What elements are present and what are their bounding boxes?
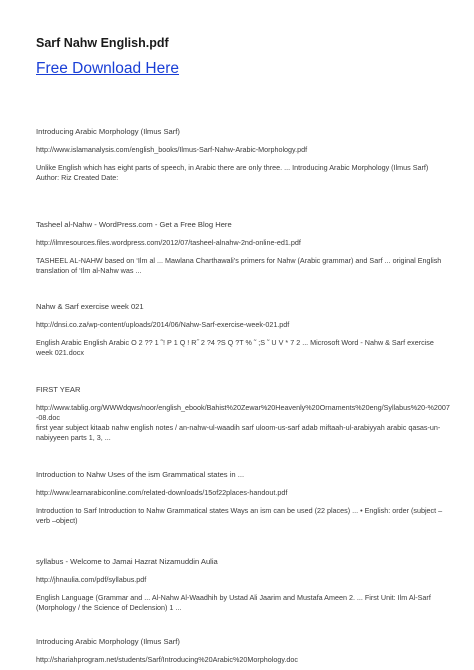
result-title[interactable]: FIRST YEAR: [36, 385, 81, 394]
result-title[interactable]: Tasheel al-Nahw - WordPress.com - Get a Free Blog Here: [36, 220, 232, 229]
free-download-link[interactable]: Free Download Here: [36, 60, 180, 77]
result-url[interactable]: http://jhnaulia.com/pdf/syllabus.pdf: [36, 575, 147, 584]
result-url[interactable]: http://www.tablig.org/WWWdqws/noor/english_ebook/Bahist%20Zewar%20Heavenly%20Ornaments%20eng/Syllabus%20-%2007-08.doc: [36, 403, 450, 422]
result-snippet: Introduction to Sarf Introduction to Nahw Grammatical states Ways an ism can be used (22 places) ... • English: order (subject –verb –object): [36, 506, 443, 525]
result-snippet: first year subject kitaab nahw english notes / an-nahw-ul-waadih sarf uloom-us-sarf adab miftaah-ul-arabiyyah arabic qasas-un-nabiyyeen parts 1, 3, ...: [36, 423, 441, 442]
result-title[interactable]: Introducing Arabic Morphology (Ilmus Sarf): [36, 637, 180, 646]
result-item: [36, 302, 451, 358]
result-title[interactable]: Introducing Arabic Morphology (Ilmus Sarf): [36, 127, 180, 136]
result-item: [36, 557, 451, 613]
result-item: [36, 127, 451, 183]
result-url[interactable]: http://www.islamanalysis.com/english_books/Ilmus-Sarf-Nahw-Arabic-Morphology.pdf: [36, 145, 308, 154]
result-url[interactable]: http://shariahprogram.net/students/Sarf/Introducing%20Arabic%20Morphology.doc: [36, 655, 298, 664]
results-list: [36, 127, 451, 665]
result-snippet: Unlike English which has eight parts of speech, in Arabic there are only three. ... Introducing Arabic Morphology (Ilmus Sarf) Author: Riz Created Date:: [36, 163, 429, 182]
result-url[interactable]: http://ilmresources.files.wordpress.com/2012/07/tasheel-alnahw-2nd-online-ed1.pdf: [36, 238, 301, 247]
result-item: [36, 637, 451, 665]
result-url[interactable]: http://dnsi.co.za/wp-content/uploads/2014/06/Nahw-Sarf-exercise-week-021.pdf: [36, 320, 290, 329]
result-snippet: English Arabic English Arabic O 2 ?? 1 ˜! P 1 Q ! R˝ 2 ?4 ?S Q ?T % ˜ ;S ˜ U V * 7 2 ... Microsoft Word - Nahw & Sarf exercise week 021.docx: [36, 338, 434, 357]
result-item: [36, 470, 451, 526]
result-snippet: TASHEEL AL-NAHW based on ‘Ilm al ... Mawlana Charthawali’s primers for Nahw (Arabic grammar) and Sarf ... original English translation of ‘Ilm al-Nahw was ...: [36, 256, 442, 275]
result-item: [36, 220, 451, 276]
result-title[interactable]: syllabus - Welcome to Jamai Hazrat Nizamuddin Aulia: [36, 557, 218, 566]
document-title: Sarf Nahw English.pdf: [36, 36, 169, 50]
result-item: [36, 385, 451, 443]
result-url[interactable]: http://www.learnarabiconline.com/related-downloads/15of22places-handout.pdf: [36, 488, 288, 497]
result-title[interactable]: Introduction to Nahw Uses of the ism Grammatical states in ...: [36, 470, 245, 479]
result-title[interactable]: Nahw & Sarf exercise week 021: [36, 302, 144, 311]
result-snippet: English Language (Grammar and ... Al-Nahw Al-Waadhih by Ustad Ali Jaarim and Mustafa Ameen 2. ... First Unit: Ilm Al-Sarf (Morphology / the Science of Declension) 1 ...: [36, 593, 431, 612]
